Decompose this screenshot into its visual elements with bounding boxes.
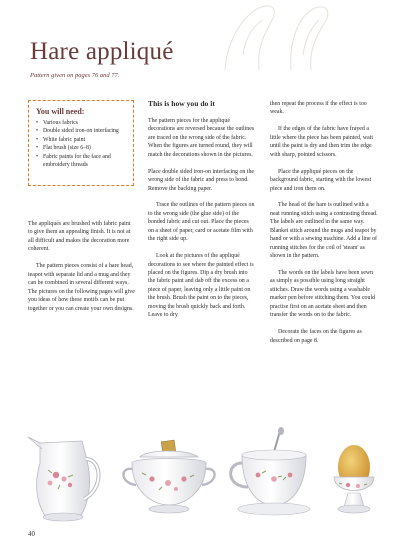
instructions-heading: This is how you do it — [148, 99, 215, 108]
materials-item: • Flat brush (size 6–8) — [36, 144, 127, 152]
materials-item: • Fabric paints for the face and embroidery threads — [36, 153, 127, 170]
milk-jug-illustration — [28, 437, 99, 521]
intro-column — [28, 220, 136, 321]
pattern-reference: Pattern given on pages 76 and 77. — [30, 72, 120, 79]
sugar-bowl-illustration — [123, 440, 214, 513]
instructions-paragraph: Look at the pictures of the appliqué decorations to see where the painted effect is placed on the figures. Dip a dry brush into the fabric paint and dab off the excess on a piece of paper, leaving only a little paint on the brush. Brush the paint on to the pieces, moving the brush quickly back and forth. Leave to dry — [148, 253, 254, 319]
instructions-paragraph: If the edges of the fabric have frayed a little where the piece has been painted, wait until the paint is dry and then trim the edge with sharp, pointed scissors. — [270, 126, 374, 158]
materials-item: • White fabric paint — [36, 136, 127, 144]
materials-item: • Double sided iron-on interfacing — [36, 127, 127, 135]
page-title: Hare appliqué — [30, 38, 174, 65]
hare-sketch-illustration — [205, 0, 345, 70]
egg-cup-illustration — [334, 445, 374, 513]
you-will-need-box — [28, 100, 134, 186]
china-illustration — [22, 425, 382, 530]
instructions-paragraph: The head of the hare is outlined with a neat running stitch using a contrasting thread. The labels are outlined in the same way. Blanket stitch around the mugs and teapot by hand or with a sewing machine. Add a line of running stitches for the coil of 'steam' as shown in the pattern. — [270, 202, 378, 260]
instructions-column-1 — [148, 100, 256, 328]
instructions-paragraph: Trace the outlines of the pattern pieces on to the wrong side (the glue side) of the bonded fabric and cut out. Place the pieces on a sheet of paper, card or acetate film with the right side up. — [148, 202, 255, 243]
you-will-need-heading: You will need: — [36, 107, 85, 116]
instructions-paragraph: The words on the labels have been sewn as simply as possible using long straight stitches. Draw the words using a washable marker pen before stitching them. You could practise first on an acetate sheet and then transfer the words on to the fabric. — [270, 270, 376, 319]
page-number: 40 — [28, 530, 35, 538]
materials-item: • Various fabrics — [36, 119, 127, 127]
instructions-paragraph: Place the appliqué pieces on the background fabric, starting with the lowest piece and iron them on. — [270, 168, 372, 192]
instructions-paragraph: then repeat the process if the effect is too weak. — [270, 101, 367, 116]
instructions-paragraph: The pattern pieces for the appliqué decorations are reversed because the outlines are traced on the wrong side of the fabric. When the figures are turned round, they will match the decorations shown in the pictures. — [148, 117, 255, 158]
instructions-paragraph: Decorate the faces on the figures as described on page 8. — [270, 329, 362, 344]
intro-paragraph: The pattern pieces consist of a hare head, teapot with separate lid and a mug and they can be combined in several different ways. The pictures on the following pages will give you ideas of how these motifs can be put together or you can create your own designs. — [28, 263, 135, 312]
intro-paragraph: The appliqués are brushed with fabric paint to give them an appealing finish. It is not at all difficult and makes the decoration more coherent. — [28, 221, 131, 253]
instructions-column-2 — [270, 100, 378, 354]
instructions-paragraph: Place double sided iron-on interfacing on the wrong side of the fabric and press to bond. Remove the backing paper. — [148, 168, 254, 192]
teacup-illustration — [231, 427, 310, 515]
materials-list — [36, 119, 127, 169]
